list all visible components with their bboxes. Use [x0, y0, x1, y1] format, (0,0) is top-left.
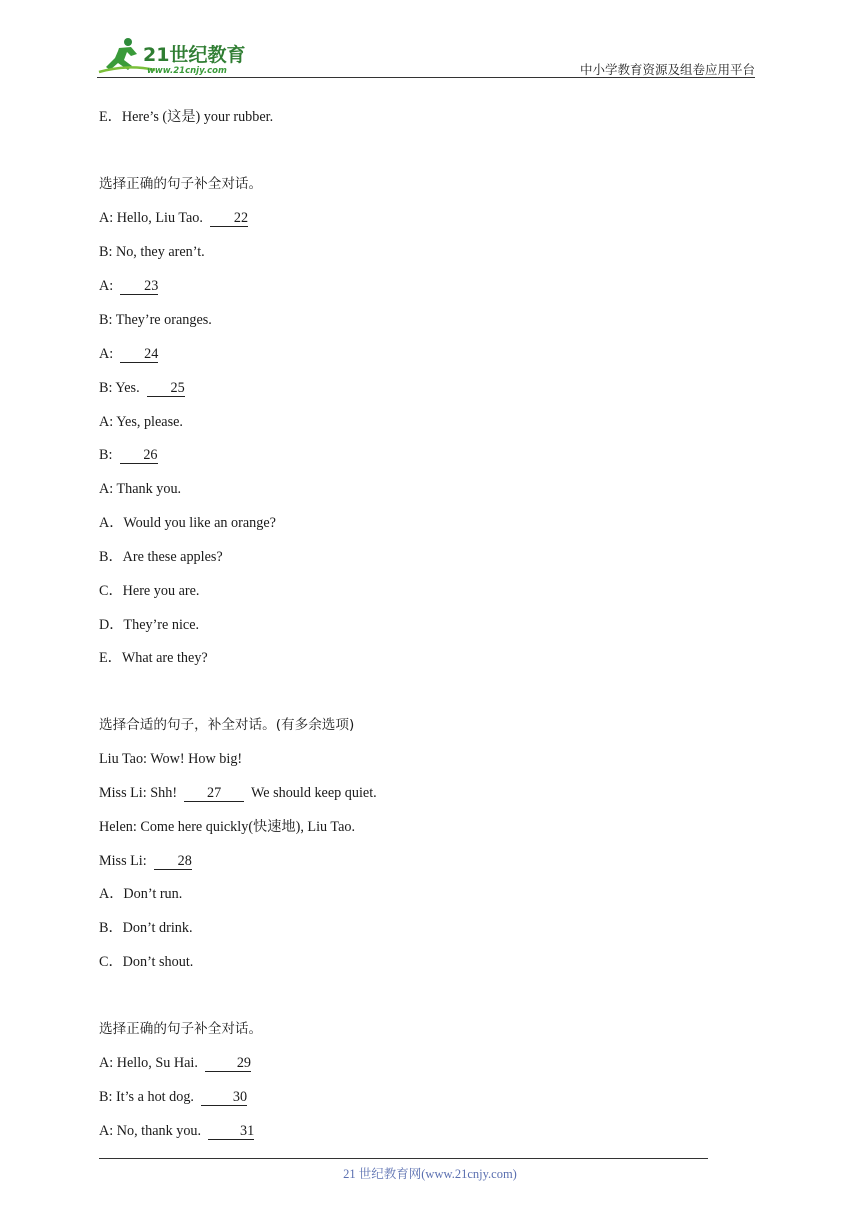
text-line: [99, 548, 223, 566]
answer-blank: 22: [210, 211, 248, 227]
text-line: [99, 1122, 254, 1140]
text-line: [99, 885, 182, 903]
answer-blank: 26: [120, 448, 158, 464]
text-line: [99, 311, 212, 329]
text-line: [99, 243, 205, 261]
line-text: We should keep quiet.: [244, 785, 377, 801]
text-line: [99, 1054, 251, 1072]
line-text: A: Yes, please.: [99, 414, 183, 430]
text-line: [99, 277, 158, 295]
text-line: [99, 514, 276, 532]
answer-blank: 23: [120, 279, 158, 295]
line-text: A．Don’t run.: [99, 886, 183, 902]
text-line: [99, 582, 199, 600]
text-line: [99, 818, 355, 836]
line-text: 选择正确的句子补全对话。: [99, 176, 263, 192]
text-line: [99, 716, 354, 734]
line-text: B: Yes.: [99, 380, 147, 396]
answer-blank: 27: [184, 786, 244, 802]
logo-icon: [97, 34, 267, 76]
logo-text: 21世纪教育: [143, 44, 246, 66]
line-text: B:: [99, 447, 120, 463]
header-platform-title: 中小学教育资源及组卷应用平台: [579, 62, 755, 77]
line-text: C．Here you are.: [99, 583, 200, 599]
line-text: D．They’re nice.: [99, 617, 200, 633]
line-text: Liu Tao: Wow! How big!: [99, 751, 243, 767]
text-line: [99, 345, 158, 363]
line-text: E．What are they?: [99, 650, 208, 666]
page-header: [97, 30, 755, 78]
line-text: Helen: Come here quickly(快速地), Liu Tao.: [99, 819, 356, 835]
line-text: A: Thank you.: [99, 481, 182, 497]
text-line: [99, 649, 208, 667]
answer-blank: 24: [120, 347, 158, 363]
line-text: E．Here’s (这是) your rubber.: [99, 109, 274, 125]
text-line: [99, 750, 242, 768]
text-line: [99, 1020, 262, 1038]
header-divider: [97, 77, 755, 78]
text-line: [99, 480, 181, 498]
answer-blank: 29: [205, 1056, 251, 1072]
line-text: 选择合适的句子，补全对话。(有多余选项): [99, 717, 355, 733]
logo-url: www.21cnjy.com: [147, 66, 227, 76]
text-line: [99, 1088, 247, 1106]
line-text: Miss Li: Shh!: [99, 785, 185, 801]
line-text: A．Would you like an orange?: [99, 515, 276, 531]
line-text: B: It’s a hot dog.: [99, 1089, 202, 1105]
text-line: [99, 413, 183, 431]
line-text: C．Don’t shout.: [99, 954, 194, 970]
line-text: B: They’re oranges.: [99, 312, 212, 328]
footer-divider: [99, 1158, 708, 1159]
text-line: [99, 108, 273, 126]
footer-text: 21 世纪教育网(www.21cnjy.com): [343, 1167, 517, 1181]
text-line: [99, 175, 262, 193]
text-line: [99, 446, 158, 464]
line-text: A: No, thank you.: [99, 1123, 209, 1139]
line-text: B．Are these apples?: [99, 549, 223, 565]
line-text: A:: [99, 346, 121, 362]
line-text: A: Hello, Liu Tao.: [99, 210, 211, 226]
answer-blank: 25: [147, 381, 185, 397]
line-text: B．Don’t drink.: [99, 920, 193, 936]
line-text: A:: [99, 278, 121, 294]
text-line: [99, 209, 248, 227]
line-text: 选择正确的句子补全对话。: [99, 1021, 263, 1037]
line-text: B: No, they aren’t.: [99, 244, 205, 260]
line-text: Miss Li:: [99, 853, 154, 869]
line-text: A: Hello, Su Hai.: [99, 1055, 206, 1071]
text-line: [99, 616, 199, 634]
text-line: [99, 953, 193, 971]
text-line: [99, 784, 377, 802]
answer-blank: 31: [208, 1124, 254, 1140]
answer-blank: 28: [154, 854, 192, 870]
text-line: [99, 919, 193, 937]
answer-blank: 30: [201, 1090, 247, 1106]
text-line: [99, 379, 185, 397]
text-line: [99, 852, 192, 870]
